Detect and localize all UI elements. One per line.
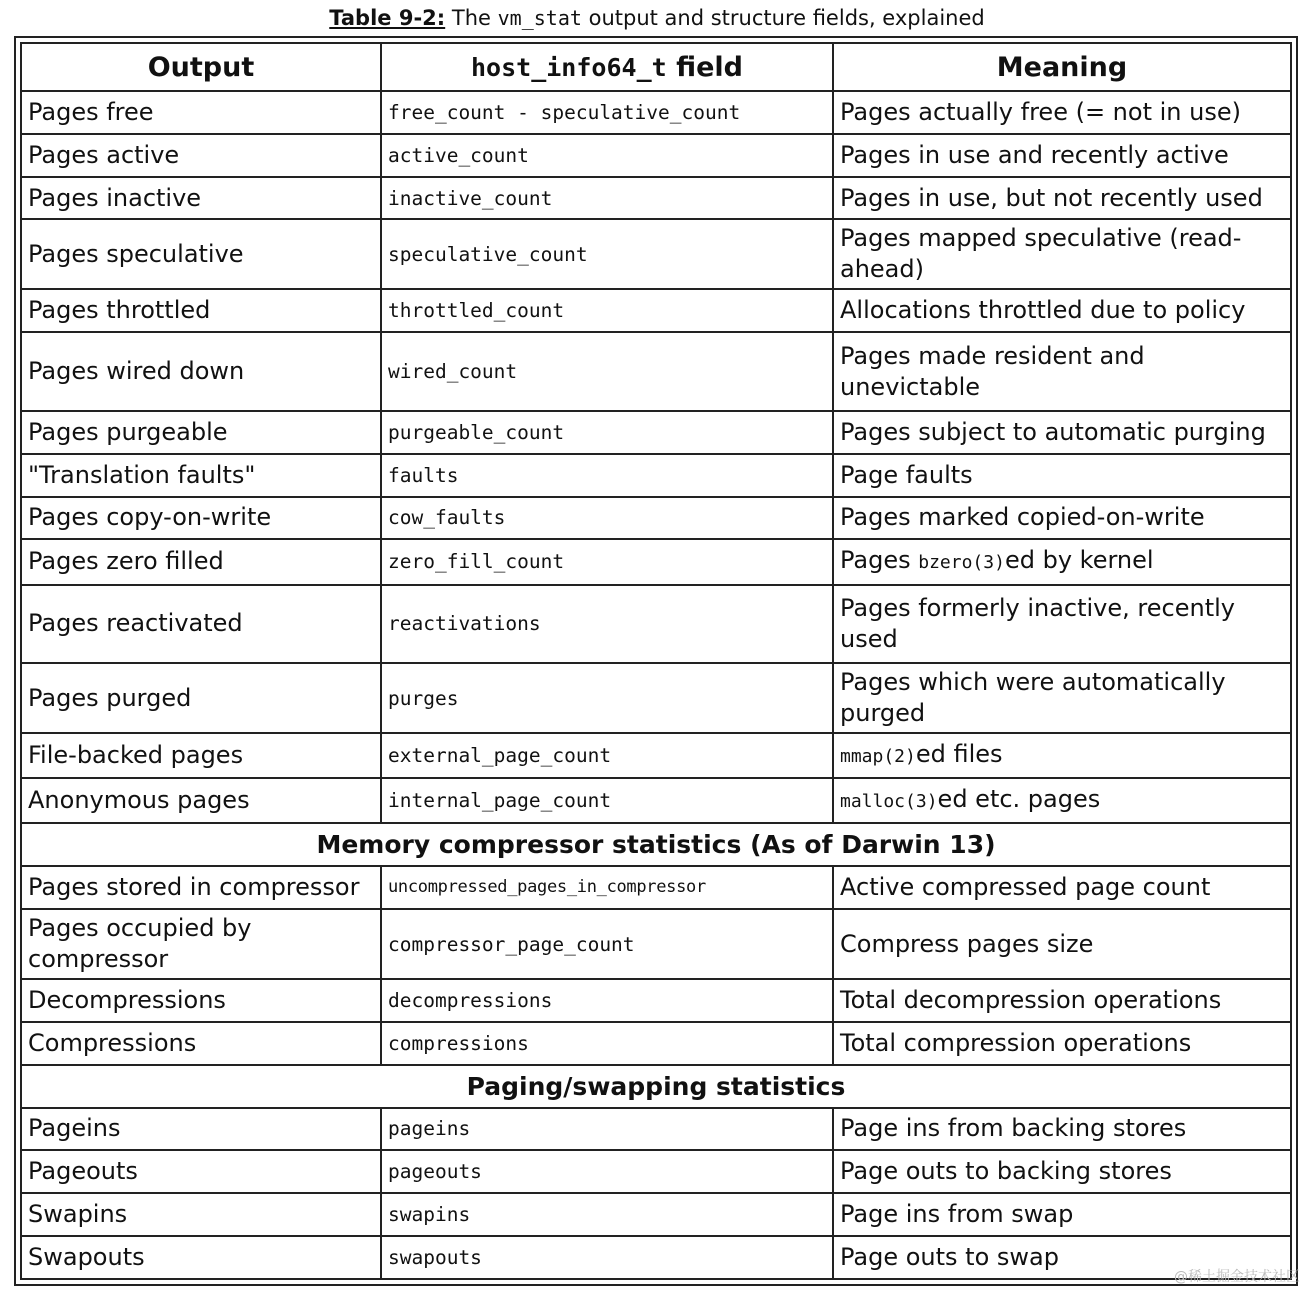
meaning-cell: Pages marked copied-on-write [833, 497, 1291, 540]
watermark: @稀土掘金技术社区 [1174, 1269, 1300, 1285]
meaning-cell: Page ins from backing stores [833, 1108, 1291, 1151]
field-cell: cow_faults [381, 497, 833, 540]
meaning-cell: Pages made resident and unevictable [833, 332, 1291, 411]
table-row [21, 663, 1291, 733]
table-row [21, 1236, 1291, 1279]
meaning-cell: Pages in use, but not recently used [833, 177, 1291, 220]
meaning-text: ed etc. pages [937, 785, 1101, 814]
section-paging-heading: Paging/swapping statistics [21, 1065, 1291, 1108]
output-cell: Pages speculative [21, 219, 381, 289]
field-cell: speculative_count [381, 219, 833, 289]
table-row [21, 778, 1291, 823]
field-cell: throttled_count [381, 289, 833, 332]
header-meaning: Meaning [833, 43, 1291, 91]
field-cell: pageins [381, 1108, 833, 1151]
field-cell: purges [381, 663, 833, 733]
output-cell: Pages active [21, 134, 381, 177]
table-row [21, 91, 1291, 134]
table-caption [0, 4, 1314, 32]
table-row [21, 454, 1291, 497]
meaning-cell [833, 733, 1291, 778]
meaning-cell: Pages subject to automatic purging [833, 411, 1291, 454]
meaning-cell: Page ins from swap [833, 1193, 1291, 1236]
table-frame [14, 36, 1298, 1286]
output-cell: Compressions [21, 1022, 381, 1065]
meaning-cell: Page outs to swap [833, 1236, 1291, 1279]
output-cell: Decompressions [21, 979, 381, 1022]
vm-stat-table [20, 42, 1292, 1280]
output-cell: File-backed pages [21, 733, 381, 778]
output-cell: Pages copy-on-write [21, 497, 381, 540]
meaning-cell: Pages formerly inactive, recently used [833, 585, 1291, 664]
meaning-cell: Total decompression operations [833, 979, 1291, 1022]
output-cell: Pages reactivated [21, 585, 381, 664]
meaning-cell [833, 539, 1291, 584]
section-row [21, 1065, 1291, 1108]
caption-text-after: output and structure fields, explained [588, 6, 985, 30]
output-cell: Pages purgeable [21, 411, 381, 454]
table-row [21, 539, 1291, 584]
table-row [21, 1193, 1291, 1236]
meaning-code: mmap(2) [840, 746, 916, 768]
meaning-cell: Total compression operations [833, 1022, 1291, 1065]
header-field-word: field [676, 51, 743, 83]
output-cell: Pages occupied by compressor [21, 909, 381, 979]
output-cell: Anonymous pages [21, 778, 381, 823]
caption-label: Table 9-2: [329, 6, 446, 30]
output-cell: Pages purged [21, 663, 381, 733]
header-field [381, 43, 833, 91]
table-row [21, 1108, 1291, 1151]
field-cell: compressions [381, 1022, 833, 1065]
section-row [21, 823, 1291, 866]
table-row [21, 979, 1291, 1022]
table-row [21, 497, 1291, 540]
table-row [21, 1150, 1291, 1193]
output-cell: Pages inactive [21, 177, 381, 220]
field-cell: active_count [381, 134, 833, 177]
field-cell: external_page_count [381, 733, 833, 778]
section-compressor-heading: Memory compressor statistics (As of Darwin 13) [21, 823, 1291, 866]
header-row [21, 43, 1291, 91]
caption-text-before: The [451, 6, 491, 30]
header-field-code: host_info64_t [471, 52, 667, 82]
meaning-code: bzero(3) [918, 552, 1005, 574]
field-cell: compressor_page_count [381, 909, 833, 979]
field-cell: internal_page_count [381, 778, 833, 823]
caption-code: vm_stat [497, 6, 582, 30]
output-cell: Pages stored in compressor [21, 866, 381, 909]
meaning-cell: Pages which were automatically purged [833, 663, 1291, 733]
field-cell: zero_fill_count [381, 539, 833, 584]
table-row [21, 332, 1291, 411]
meaning-cell: Pages in use and recently active [833, 134, 1291, 177]
field-cell: swapins [381, 1193, 833, 1236]
meaning-text: ed files [915, 740, 1003, 769]
field-cell: swapouts [381, 1236, 833, 1279]
meaning-cell: Active compressed page count [833, 866, 1291, 909]
output-cell: Pages free [21, 91, 381, 134]
meaning-cell: Pages actually free (= not in use) [833, 91, 1291, 134]
output-cell: Swapouts [21, 1236, 381, 1279]
field-cell: faults [381, 454, 833, 497]
meaning-cell: Allocations throttled due to policy [833, 289, 1291, 332]
header-output: Output [21, 43, 381, 91]
meaning-cell: Pages mapped speculative (read-ahead) [833, 219, 1291, 289]
table-row [21, 1022, 1291, 1065]
output-cell: "Translation faults" [21, 454, 381, 497]
table-row [21, 289, 1291, 332]
meaning-cell: Page faults [833, 454, 1291, 497]
table-row [21, 585, 1291, 664]
table-row [21, 134, 1291, 177]
output-cell: Swapins [21, 1193, 381, 1236]
output-cell: Pages zero filled [21, 539, 381, 584]
meaning-text: ed by kernel [1004, 546, 1154, 575]
table-row [21, 866, 1291, 909]
table-row [21, 909, 1291, 979]
table-row [21, 733, 1291, 778]
table-row [21, 219, 1291, 289]
meaning-text: Pages [840, 546, 911, 575]
field-cell: free_count - speculative_count [381, 91, 833, 134]
output-cell: Pageouts [21, 1150, 381, 1193]
meaning-cell: Page outs to backing stores [833, 1150, 1291, 1193]
field-cell: pageouts [381, 1150, 833, 1193]
meaning-cell [833, 778, 1291, 823]
field-cell: wired_count [381, 332, 833, 411]
field-cell: reactivations [381, 585, 833, 664]
output-cell: Pages wired down [21, 332, 381, 411]
table-row [21, 411, 1291, 454]
meaning-code: malloc(3) [840, 791, 938, 813]
field-cell: purgeable_count [381, 411, 833, 454]
field-cell: inactive_count [381, 177, 833, 220]
field-cell: uncompressed_pages_in_compressor [381, 866, 833, 909]
field-cell: decompressions [381, 979, 833, 1022]
output-cell: Pageins [21, 1108, 381, 1151]
output-cell: Pages throttled [21, 289, 381, 332]
meaning-cell: Compress pages size [833, 909, 1291, 979]
table-row [21, 177, 1291, 220]
